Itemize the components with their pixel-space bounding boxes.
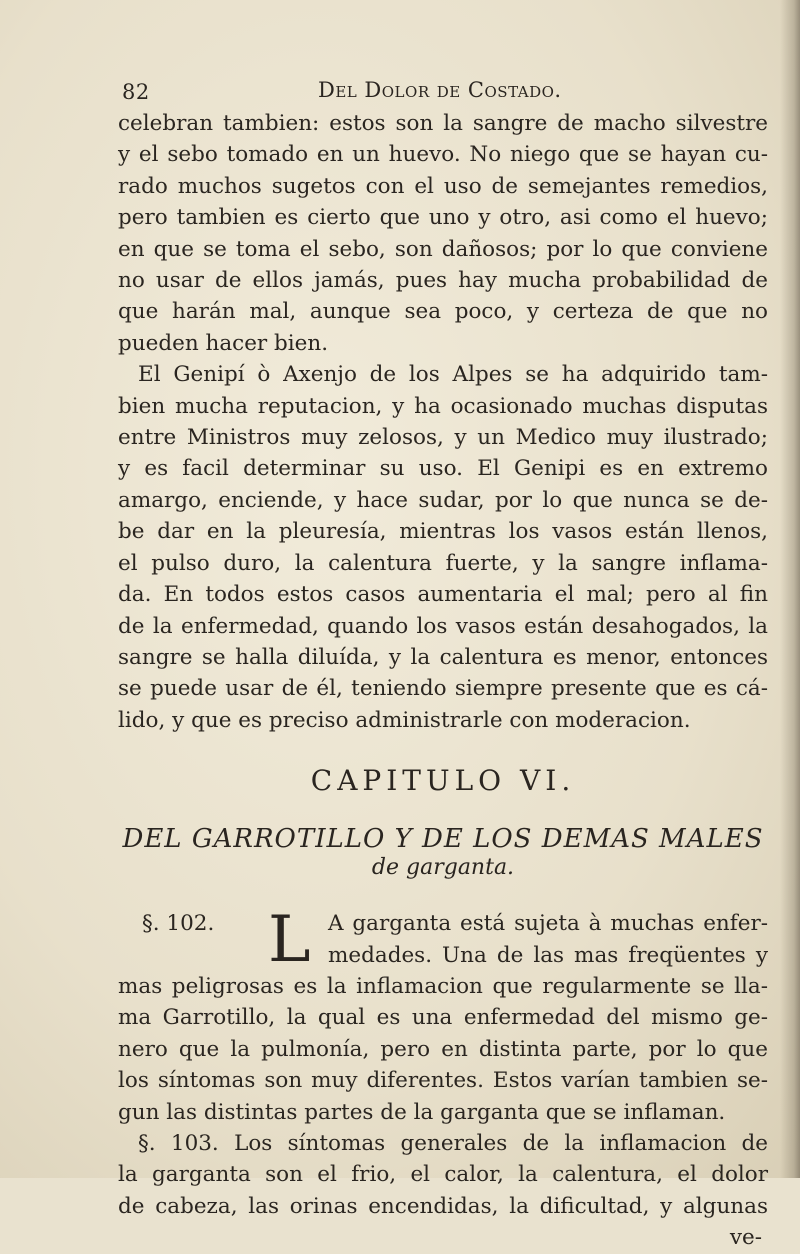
text-line: lido, y que es preciso administrarle con moderacion. [118,707,691,733]
section-102 [118,903,768,1128]
text-line: be dar en la pleuresía, mientras los vasos están llenos, [118,519,768,545]
body-text [118,108,768,736]
page-content [118,78,768,1254]
chapter-title: DEL GARROTILLO Y DE LOS DEMAS MALES [122,824,764,855]
text-line: no usar de ellos jamás, pues hay mucha probabilidad de [118,268,768,294]
text-line: §. 103. Los síntomas generales de la inflamacion de [138,1130,768,1156]
chapter-title-continued: de garganta. [371,855,515,881]
section-102-opening [118,903,768,978]
text-line: los síntomas son muy diferentes. Estos varían tambien se- [118,1068,768,1094]
paragraph-2 [118,359,768,736]
text-line: que harán mal, aunque sea poco, y certeza de que no [118,299,768,325]
page-number: 82 [122,80,150,104]
catchword: ve- [729,1225,762,1251]
text-line: mas peligrosas es la inflamacion que regularmente se lla- [118,973,768,999]
text-line: rado muchos sugetos con el uso de semejantes remedios, [118,173,768,199]
text-line: da. En todos estos casos aumentaria el mal; pero al fin [118,582,768,608]
drop-cap: L [268,903,311,978]
text-line: amargo, enciende, y hace sudar, por lo que nunca se de- [118,487,768,513]
text-line: y es facil determinar su uso. El Genipi es en extremo [118,456,768,482]
text-line: ma Garrotillo, la qual es una enfermedad del mismo ge- [118,1005,768,1031]
text-line: celebran tambien: estos son la sangre de macho silvestre [118,111,768,136]
text-line: pero tambien es cierto que uno y otro, asi como el huevo; [118,205,768,231]
text-line: el pulso duro, la calentura fuerte, y la sangre inflama- [118,550,768,576]
text-line: en que se toma el sebo, son dañosos; por lo que conviene [118,236,768,262]
text-line: A garganta está sujeta à muchas enfer- [328,911,768,937]
text-line: El Genipí ò Axenjo de los Alpes se ha adquirido tam- [138,362,768,388]
text-line: entre Ministros muy zelosos, y un Medico muy ilustrado; [118,425,768,451]
chapter-heading: CAPITULO VI. [310,764,576,798]
section-label: §. 102. [142,911,215,937]
text-line: y el sebo tomado en un huevo. No niego que se hayan cu- [118,142,768,168]
running-title: Del Dolor de Costado. [318,78,562,102]
paragraph-1 [118,108,768,359]
section-103 [118,1128,768,1254]
text-line: se puede usar de él, teniendo siempre presente que es cá- [118,676,768,702]
text-line: de cabeza, las orinas encendidas, la dificultad, y algunas [118,1193,768,1219]
text-line: la garganta son el frio, el calor, la calentura, el dolor [118,1162,768,1188]
text-line: bien mucha reputacion, y ha ocasionado muchas disputas [118,393,768,419]
text-line: gun las distintas partes de la garganta que se inflaman. [118,1099,726,1125]
running-head [118,78,768,108]
text-line: nero que la pulmonía, pero en distinta parte, por lo que [118,1036,768,1062]
text-line: sangre se halla diluída, y la calentura es menor, entonces [118,644,768,670]
text-line: de la enfermedad, quando los vasos están desahogados, la [118,613,768,639]
text-line: pueden hacer bien. [118,330,329,356]
text-line: medades. Una de las mas freqüentes y [328,942,768,968]
page-edge-shadow [780,0,800,1178]
